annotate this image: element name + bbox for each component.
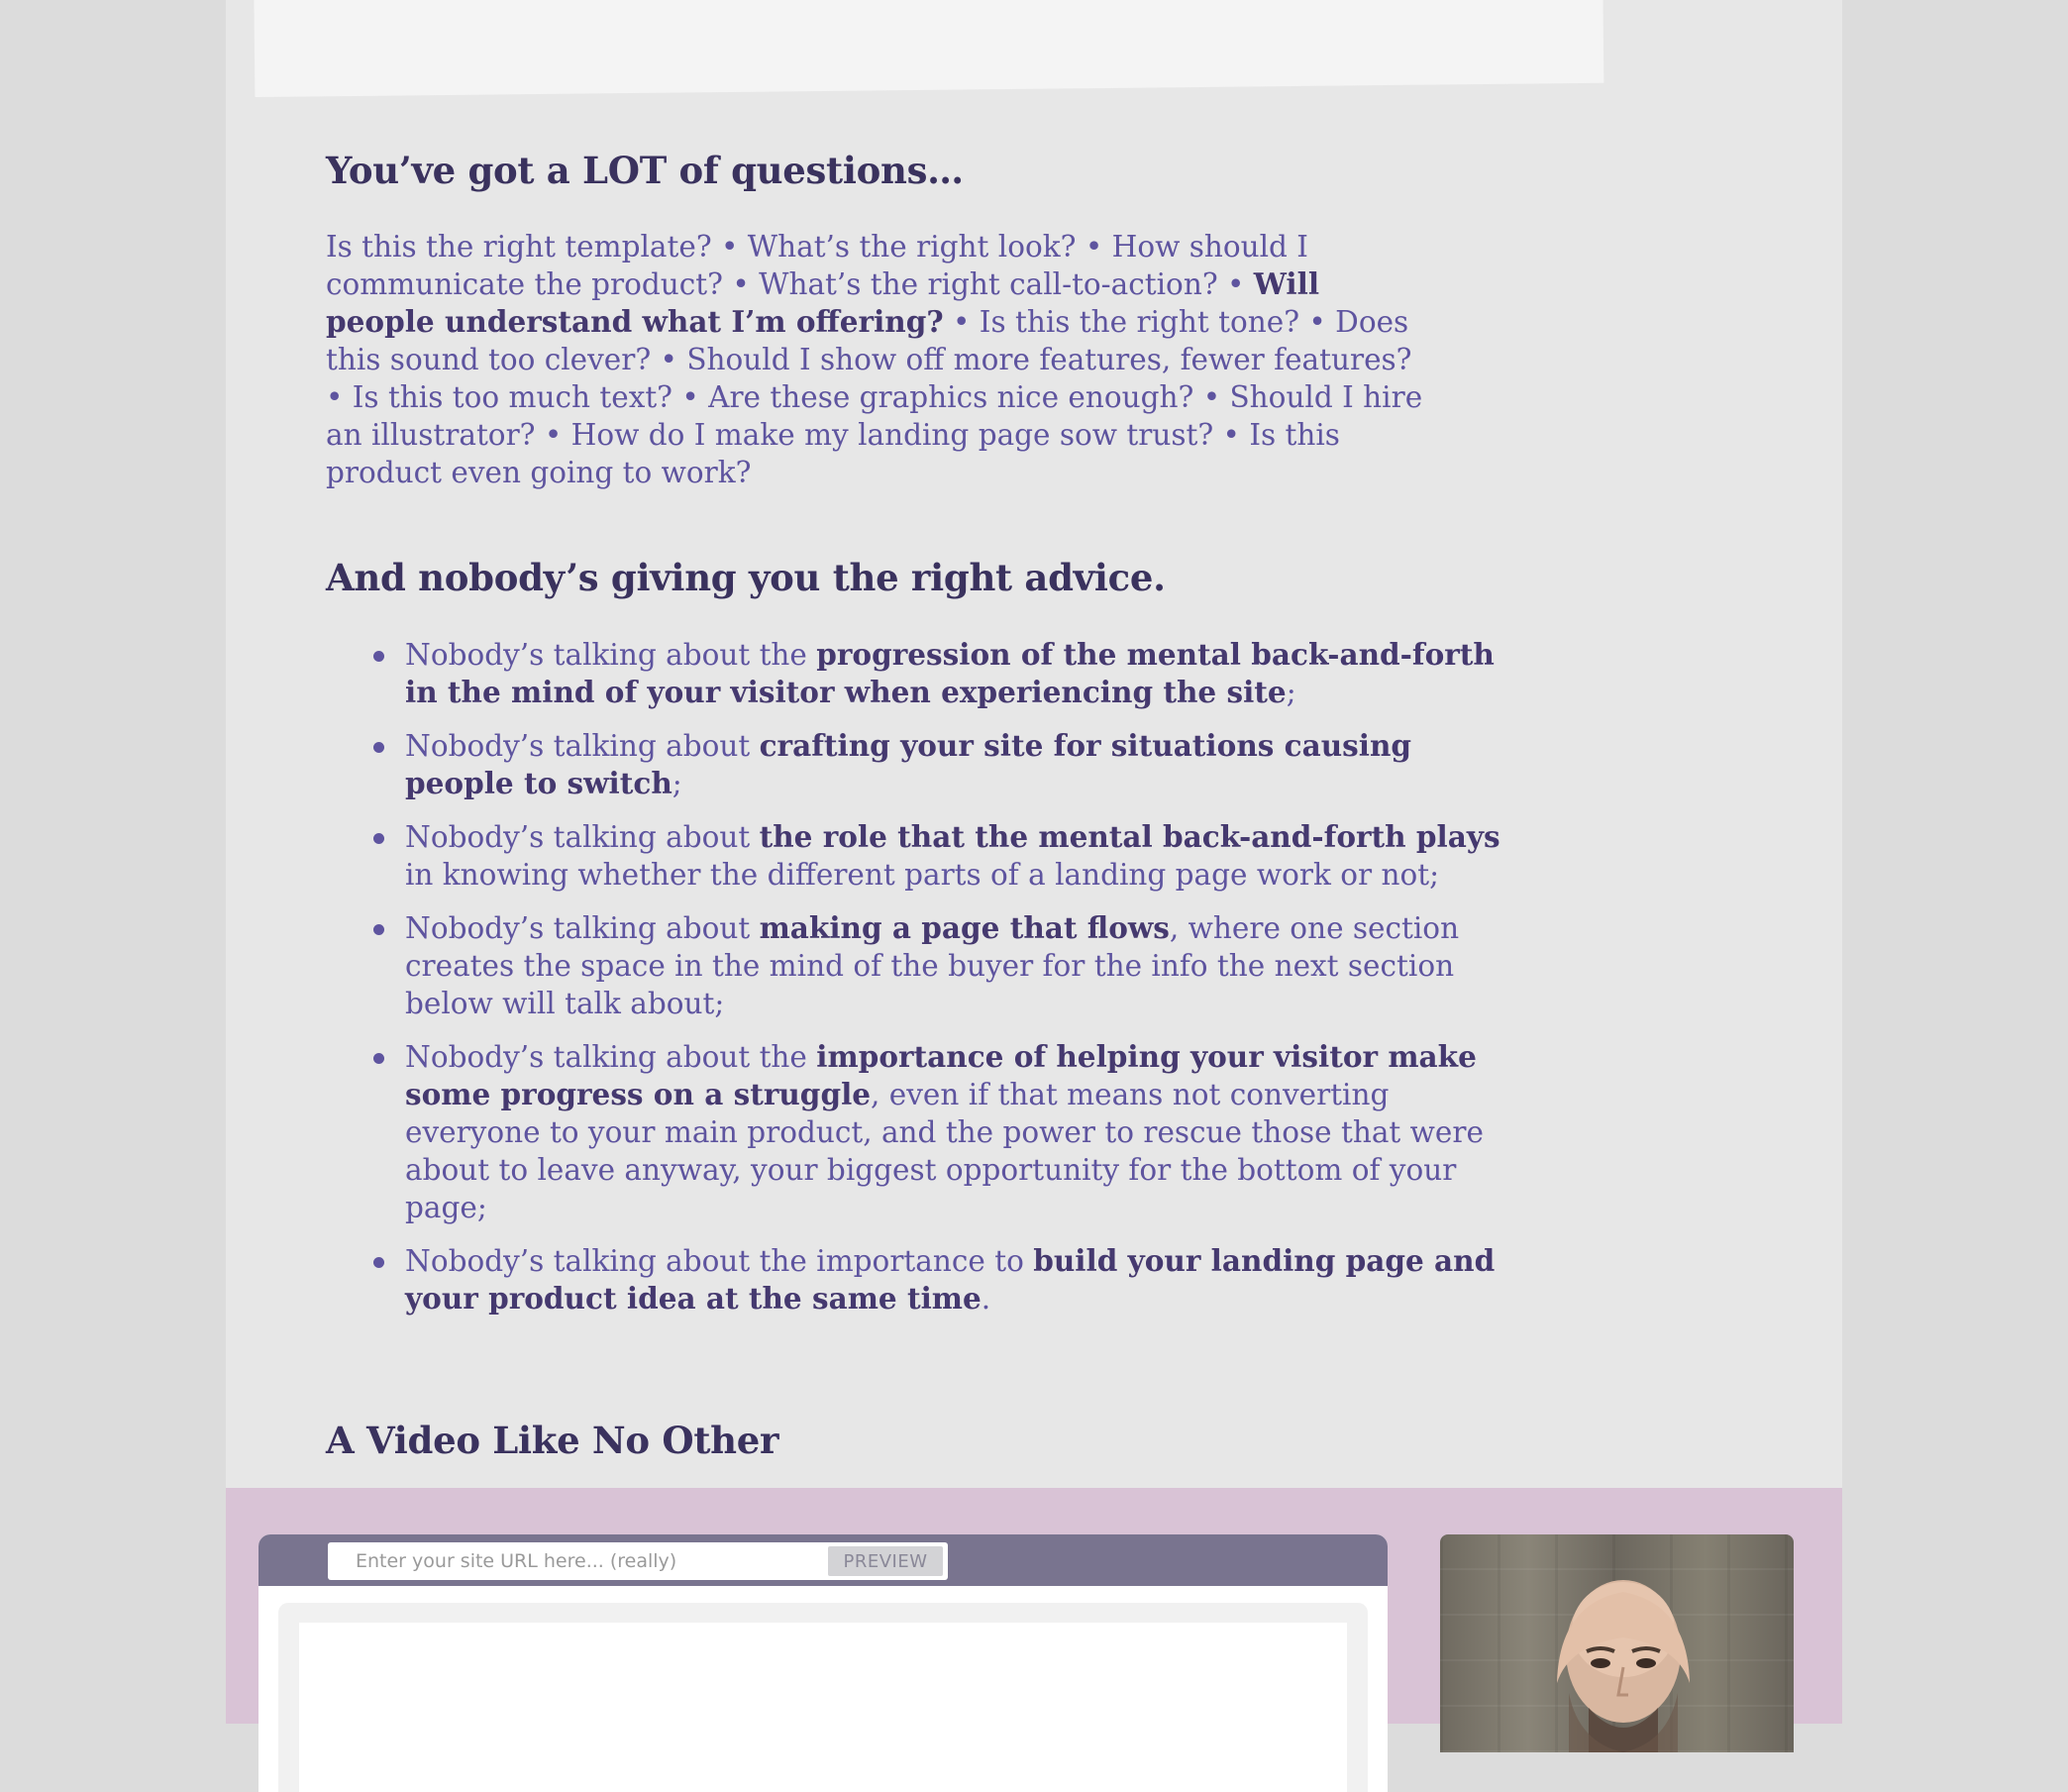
item-text: ; — [672, 767, 682, 800]
item-text: in knowing whether the different parts of a landing page work or not; — [405, 858, 1440, 892]
item-bold: build your landing page and your product idea at the same time — [405, 1243, 1496, 1316]
list-item — [405, 1242, 1504, 1318]
browser-toolbar — [258, 1534, 1388, 1586]
questions-bold: Will people understand what I’m offering? — [326, 266, 1320, 339]
questions-text-1: Is this the right template? • What’s the right look? • How should I communicate the product? • What’s the right call-to-action? • — [326, 230, 1308, 301]
advice-list — [326, 636, 1504, 1333]
browser-viewport-frame — [278, 1603, 1368, 1792]
list-item — [405, 727, 1504, 802]
quote-card — [254, 0, 1603, 97]
item-text: . — [981, 1282, 991, 1316]
item-bold: progression of the mental back-and-forth in the mind of your visitor when experiencing the site — [405, 637, 1495, 709]
item-bold: the role that the mental back-and-forth plays — [759, 819, 1500, 854]
presenter-figure — [1440, 1534, 1794, 1752]
item-text: ; — [1286, 676, 1296, 709]
item-text: Nobody’s talking about the — [405, 1040, 817, 1074]
site-url-input[interactable] — [328, 1542, 823, 1580]
list-item — [405, 818, 1504, 894]
questions-heading: You’ve got a LOT of questions… — [326, 149, 964, 192]
browser-viewport — [299, 1623, 1347, 1792]
video-section — [226, 1488, 1842, 1724]
url-bar — [328, 1542, 948, 1580]
questions-paragraph — [326, 228, 1435, 491]
video-heading: A Video Like No Other — [326, 1419, 779, 1462]
advice-heading: And nobody’s giving you the right advice. — [326, 556, 1166, 599]
list-item — [405, 909, 1504, 1022]
item-bold: crafting your site for situations causing people to switch — [405, 728, 1412, 800]
item-text: Nobody’s talking about — [405, 729, 760, 763]
presenter-webcam-icon — [1440, 1534, 1794, 1752]
item-bold: making a page that flows — [759, 910, 1170, 945]
page — [226, 0, 1842, 1724]
item-text: , even if that means not converting everyone to your main product, and the power to rescue those that were about to leave anyway, your biggest opportunity for the bottom of your page; — [405, 1078, 1484, 1224]
questions-text-2: • Is this the right tone? • Does this sound too clever? • Should I show off more features, fewer features? • Is this too much text? • Are these graphics nice enough? • Should I hire an illustrator? • How do I make my landing page sow trust? • Is this product even going to work? — [326, 305, 1423, 489]
list-item — [405, 636, 1504, 711]
list-item — [405, 1038, 1504, 1226]
item-text: Nobody’s talking about the importance to — [405, 1244, 1034, 1278]
item-text: Nobody’s talking about — [405, 911, 760, 945]
item-bold: importance of helping your visitor make some progress on a struggle — [405, 1039, 1477, 1111]
preview-button[interactable]: PREVIEW — [828, 1546, 943, 1576]
item-text: , where one section creates the space in the mind of the buyer for the info the next section below will talk about; — [405, 911, 1460, 1020]
browser-mockup — [258, 1534, 1388, 1792]
item-text: Nobody’s talking about — [405, 820, 760, 854]
item-text: Nobody’s talking about the — [405, 638, 817, 672]
